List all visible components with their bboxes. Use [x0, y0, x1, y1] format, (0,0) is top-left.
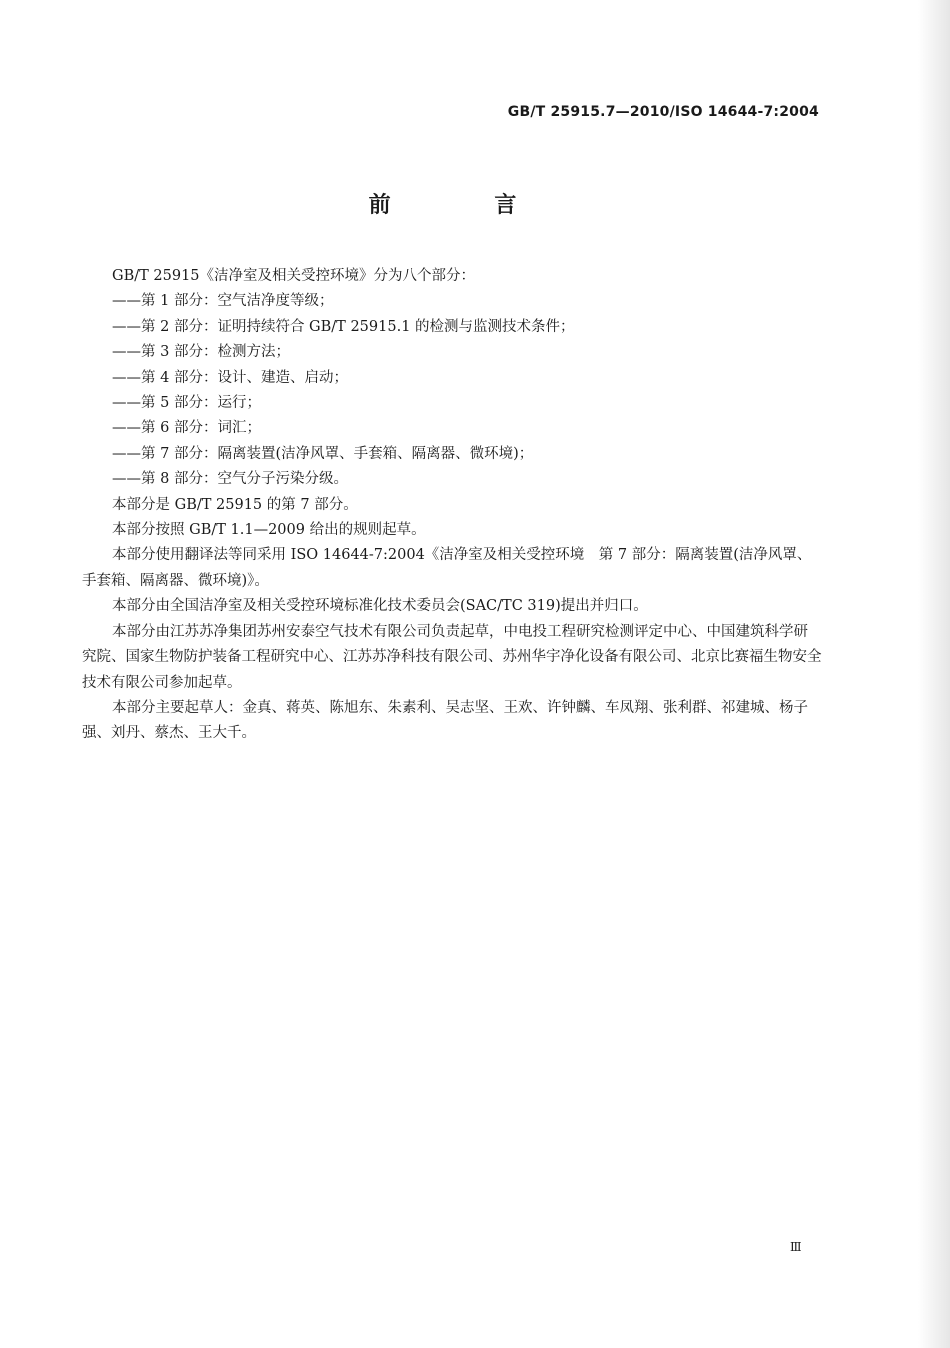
part-list-item: ——第 3 部分：检测方法； [112, 344, 290, 361]
part-list-item: ——第 8 部分：空气分子污染分级。 [112, 471, 348, 488]
page-title: 前 言 [368, 193, 565, 218]
page-number: Ⅲ [790, 1240, 801, 1254]
part-list-item: ——第 1 部分：空气洁净度等级； [112, 293, 334, 310]
intro-paragraph: GB/T 25915《洁净室及相关受控环境》分为八个部分： [112, 268, 476, 284]
part-list-item: ——第 6 部分：词汇； [112, 420, 261, 437]
body-paragraph: 本部分由全国洁净室及相关受控环境标准化技术委员会(SAC/TC 319)提出并归口。 [112, 598, 648, 615]
standard-number-header: GB/T 25915.7—2010/ISO 14644-7:2004 [507, 104, 819, 120]
part-list-item: ——第 4 部分：设计、建造、启动； [112, 369, 348, 386]
body-paragraph: 本部分由江苏苏净集团苏州安泰空气技术有限公司负责起草，中电投工程研究检测评定中心、中国建筑科学研究院、国家生物防护装备工程研究中心、江苏苏净科技有限公司、苏州华宇净化设备有限公司、北京比赛福生物安全技术有限公司参加起草。 [82, 623, 822, 691]
body-paragraph: 本部分主要起草人：金真、蒋英、陈旭东、朱素利、吴志坚、王欢、许钟麟、车凤翔、张利群、祁建城、杨子强、刘丹、蔡杰、王大千。 [82, 699, 808, 742]
part-list-item: ——第 5 部分：运行； [112, 395, 261, 412]
scan-edge-shadow [918, 0, 950, 1348]
part-list-item: ——第 7 部分：隔离装置(洁净风罩、手套箱、隔离器、微环境)； [112, 445, 534, 462]
body-paragraph: 本部分是 GB/T 25915 的第 7 部分。 [112, 496, 358, 513]
body-paragraph: 本部分按照 GB/T 1.1—2009 给出的规则起草。 [112, 522, 426, 539]
part-list-item: ——第 2 部分：证明持续符合 GB/T 25915.1 的检测与监测技术条件； [112, 318, 575, 335]
body-paragraph: 本部分使用翻译法等同采用 ISO 14644-7:2004《洁净室及相关受控环境 第 7 部分：隔离装置(洁净风罩、手套箱、隔离器、微环境)》。 [82, 547, 812, 589]
foreword-body [82, 264, 822, 747]
